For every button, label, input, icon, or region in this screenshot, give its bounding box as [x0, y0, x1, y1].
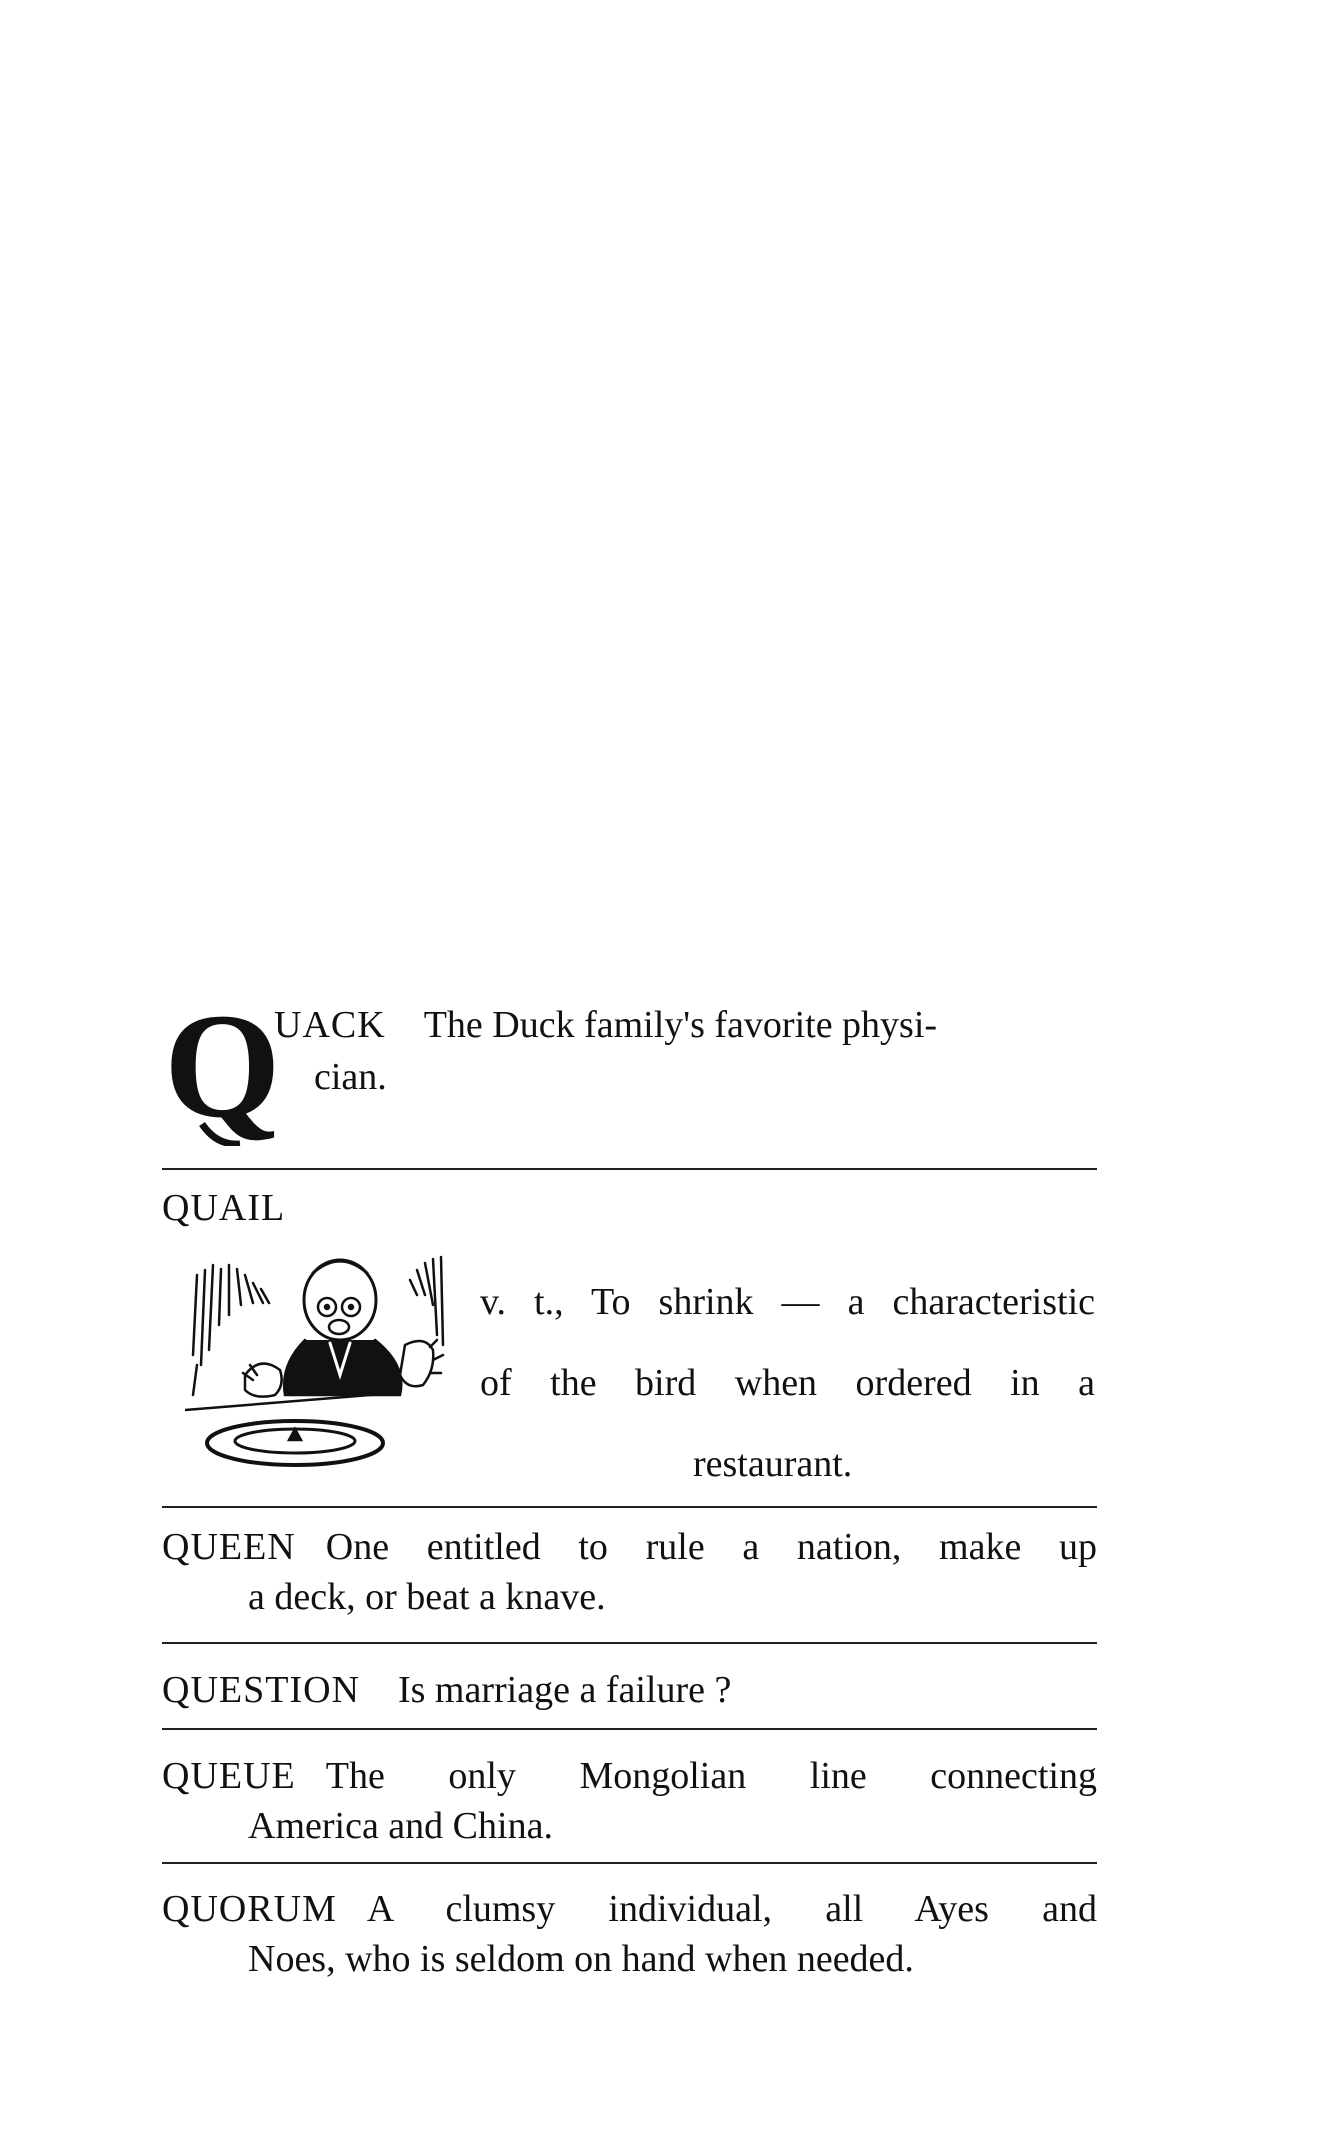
- queue-line-1: [162, 1751, 1097, 1801]
- definition: Is marriage a failure ?: [397, 1669, 732, 1711]
- term: QUESTION: [162, 1669, 360, 1711]
- definition: The only Mongolian line connecting: [325, 1755, 1097, 1797]
- frightened-diner-illustration-icon: [185, 1255, 485, 1475]
- drop-cap-letter: Q: [164, 996, 281, 1146]
- quack-line-2: cian.: [314, 1056, 387, 1098]
- entry-queue: [162, 1751, 1097, 1851]
- definition: The Duck family's favorite physi-: [423, 1004, 938, 1046]
- entry-quorum: [162, 1884, 1097, 1984]
- quack-line-1: [274, 1000, 937, 1050]
- quorum-line-1: [162, 1884, 1097, 1934]
- queen-line-2: a deck, or beat a knave.: [248, 1576, 606, 1618]
- entry-question: [162, 1665, 1097, 1715]
- divider-rule: [162, 1506, 1097, 1508]
- queue-line-2: America and China.: [248, 1805, 553, 1847]
- definition: One entitled to rule a nation, make up: [325, 1526, 1097, 1568]
- quail-line-3: restaurant.: [693, 1443, 853, 1485]
- term: QUAIL: [162, 1187, 286, 1229]
- term: QUEEN: [162, 1526, 296, 1568]
- quorum-line-2: Noes, who is seldom on hand when needed.: [248, 1938, 914, 1980]
- divider-rule: [162, 1642, 1097, 1644]
- queen-line-1: [162, 1522, 1097, 1572]
- term: QUEUE: [162, 1755, 296, 1797]
- definition: A clumsy individual, all Ayes and: [366, 1888, 1097, 1930]
- divider-rule: [162, 1862, 1097, 1864]
- divider-rule: [162, 1168, 1097, 1170]
- term: UACK: [274, 1004, 386, 1046]
- drop-cap-q-icon: [162, 996, 282, 1146]
- quail-line-1: v. t., To shrink — a characteristic: [480, 1281, 1095, 1323]
- term: QUORUM: [162, 1888, 337, 1930]
- quail-line-2: of the bird when ordered in a: [480, 1362, 1095, 1404]
- entry-queen: [162, 1522, 1097, 1622]
- divider-rule: [162, 1728, 1097, 1730]
- entry-quail-term: [162, 1183, 1097, 1233]
